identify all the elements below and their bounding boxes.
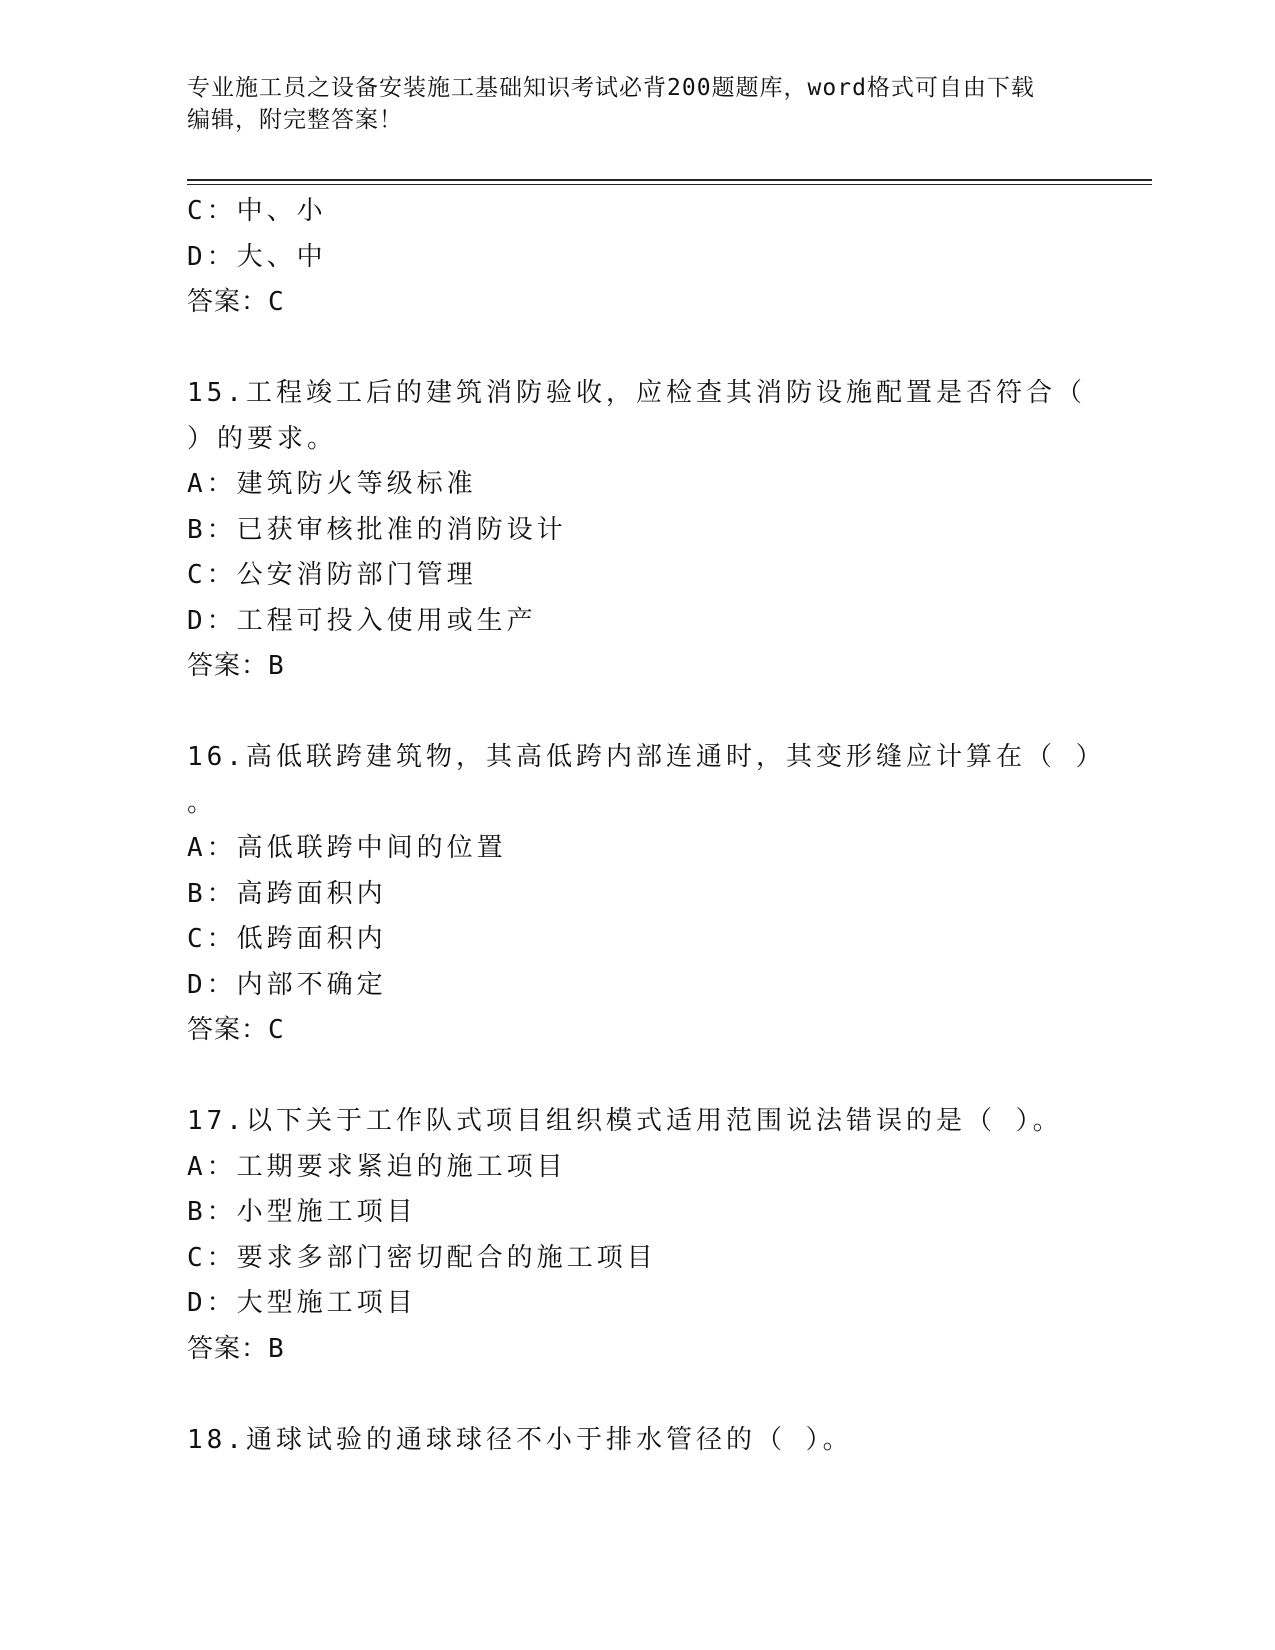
question-stem-continued: ）的要求。 bbox=[187, 423, 338, 454]
option-d: D：大型施工项目 bbox=[187, 1288, 417, 1318]
option-a: A：高低联跨中间的位置 bbox=[187, 833, 507, 863]
question-list bbox=[187, 189, 1106, 1463]
question-stem-continued: 。 bbox=[187, 787, 218, 818]
option-c: C：要求多部门密切配合的施工项目 bbox=[187, 1242, 657, 1273]
header-title-line-1: 专业施工员之设备安装施工基础知识考试必背200题题库，word格式可自由下载 bbox=[187, 75, 1035, 101]
page-header bbox=[187, 72, 1087, 136]
spacer bbox=[187, 690, 1087, 736]
answer-line: 答案：B bbox=[187, 1333, 285, 1364]
question-stem: 18.通球试验的通球球径不小于排水管径的（ ）。 bbox=[187, 1424, 853, 1455]
question-block-17 bbox=[187, 1099, 1087, 1372]
question-stem: 15.工程竣工后的建筑消防验收，应检查其消防设施配置是否符合（ bbox=[187, 378, 1086, 408]
option-a: A：工期要求紧迫的施工项目 bbox=[187, 1151, 567, 1182]
option-d: D：内部不确定 bbox=[187, 969, 387, 1000]
option-d: D：工程可投入使用或生产 bbox=[187, 605, 537, 636]
spacer bbox=[187, 1372, 1087, 1418]
option-d: D：大、中 bbox=[187, 241, 327, 272]
option-b: B：已获审核批准的消防设计 bbox=[187, 514, 567, 545]
question-block-15 bbox=[187, 371, 1087, 690]
question-block-prev bbox=[187, 189, 1087, 326]
question-block-16 bbox=[187, 735, 1106, 1054]
option-b: B：高跨面积内 bbox=[187, 878, 387, 909]
option-a: A：建筑防火等级标准 bbox=[187, 469, 477, 499]
option-c: C：中、小 bbox=[187, 196, 327, 226]
option-c: C：公安消防部门管理 bbox=[187, 560, 477, 590]
answer-line: 答案：C bbox=[187, 1015, 285, 1045]
answer-line: 答案：B bbox=[187, 651, 285, 681]
header-divider-thin bbox=[187, 184, 1152, 185]
question-block-18 bbox=[187, 1418, 1087, 1464]
question-stem: 16.高低联跨建筑物，其高低跨内部连通时，其变形缝应计算在（ ） bbox=[187, 742, 1106, 772]
question-stem: 17.以下关于工作队式项目组织模式适用范围说法错误的是（ ）。 bbox=[187, 1106, 1063, 1136]
header-title-line-2: 编辑，附完整答案！ bbox=[187, 107, 403, 133]
option-c: C：低跨面积内 bbox=[187, 924, 387, 954]
spacer bbox=[187, 326, 1087, 372]
option-b: B：小型施工项目 bbox=[187, 1197, 417, 1227]
answer-line: 答案：C bbox=[187, 287, 285, 317]
header-divider-thick bbox=[187, 179, 1152, 181]
spacer bbox=[187, 1054, 1087, 1100]
